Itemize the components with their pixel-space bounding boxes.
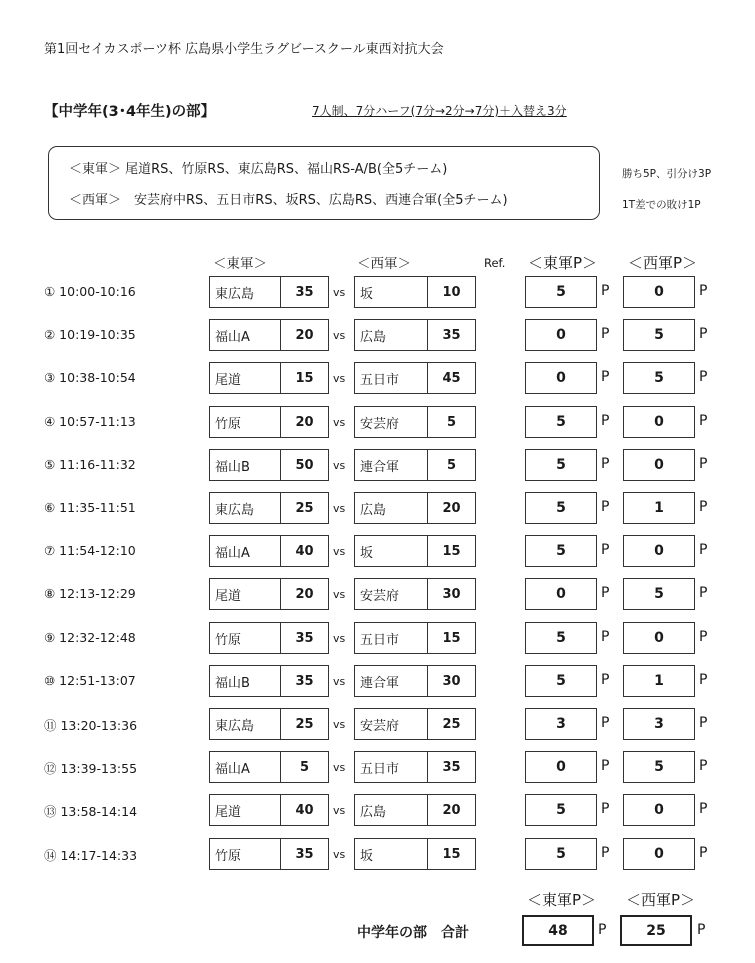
east-points: 5 bbox=[525, 838, 597, 870]
west-points: 0 bbox=[623, 449, 695, 481]
east-points-unit: P bbox=[601, 456, 610, 472]
match-time: ⑪ 13:20-13:36 bbox=[44, 718, 138, 733]
west-score: 20 bbox=[427, 795, 475, 825]
note-close-loss: 1T差での敗け1P bbox=[622, 199, 701, 211]
header-west: ＜西軍＞ bbox=[357, 256, 411, 272]
east-score: 20 bbox=[280, 579, 328, 609]
match-row bbox=[0, 665, 755, 697]
east-team-name: 竹原 bbox=[215, 632, 242, 648]
east-points: 5 bbox=[525, 449, 597, 481]
east-score: 35 bbox=[280, 839, 328, 869]
east-team-cell bbox=[209, 449, 329, 481]
west-score: 25 bbox=[427, 709, 475, 739]
west-points-unit: P bbox=[699, 499, 708, 515]
west-score: 30 bbox=[427, 579, 475, 609]
east-team-name: 尾道 bbox=[215, 804, 242, 820]
west-team-name: 五日市 bbox=[360, 761, 400, 777]
east-team-name: 東広島 bbox=[215, 718, 255, 734]
east-points: 5 bbox=[525, 622, 597, 654]
east-team-name: 東広島 bbox=[215, 502, 255, 518]
east-points-unit: P bbox=[601, 283, 610, 299]
west-team-cell bbox=[354, 665, 476, 697]
match-row bbox=[0, 406, 755, 438]
west-points-unit: P bbox=[699, 542, 708, 558]
west-points: 0 bbox=[623, 838, 695, 870]
east-team-cell bbox=[209, 362, 329, 394]
match-row bbox=[0, 708, 755, 740]
west-points-unit: P bbox=[699, 629, 708, 645]
east-points-unit: P bbox=[601, 758, 610, 774]
east-team-name: 竹原 bbox=[215, 416, 242, 432]
west-score: 30 bbox=[427, 666, 475, 696]
east-score: 5 bbox=[280, 752, 328, 782]
east-points: 5 bbox=[525, 665, 597, 697]
west-points: 3 bbox=[623, 708, 695, 740]
east-team-cell bbox=[209, 751, 329, 783]
east-score: 35 bbox=[280, 666, 328, 696]
east-points-unit: P bbox=[601, 629, 610, 645]
east-points-unit: P bbox=[601, 672, 610, 688]
west-score: 35 bbox=[427, 752, 475, 782]
west-points: 0 bbox=[623, 406, 695, 438]
match-row bbox=[0, 535, 755, 567]
east-points: 0 bbox=[525, 319, 597, 351]
east-points-unit: P bbox=[601, 585, 610, 601]
match-row bbox=[0, 622, 755, 654]
east-team-name: 福山B bbox=[215, 459, 250, 475]
west-points-unit: P bbox=[699, 369, 708, 385]
vs-label: vs bbox=[333, 459, 346, 472]
east-team-cell bbox=[209, 406, 329, 438]
west-points-unit: P bbox=[699, 283, 708, 299]
west-points-unit: P bbox=[699, 585, 708, 601]
document-title: 第1回セイカスポーツ杯 広島県小学生ラグビースクール東西対抗大会 bbox=[44, 42, 444, 57]
vs-label: vs bbox=[333, 588, 346, 601]
east-team-cell bbox=[209, 578, 329, 610]
west-points-unit: P bbox=[699, 758, 708, 774]
west-points: 5 bbox=[623, 362, 695, 394]
match-time: ⑫ 13:39-13:55 bbox=[44, 761, 138, 776]
match-row bbox=[0, 838, 755, 870]
west-team-cell bbox=[354, 708, 476, 740]
match-time: ⑬ 13:58-14:14 bbox=[44, 804, 138, 819]
east-points-unit: P bbox=[601, 326, 610, 342]
east-team-list: ＜東軍＞ 尾道RS、竹原RS、東広島RS、福山RS-A/B(全5チーム) bbox=[69, 162, 448, 177]
rules-text: 7人制、7分ハーフ(7分→2分→7分)＋入替え3分 bbox=[312, 104, 567, 118]
east-points: 0 bbox=[525, 751, 597, 783]
vs-label: vs bbox=[333, 632, 346, 645]
header-east: ＜東軍＞ bbox=[213, 256, 267, 272]
vs-label: vs bbox=[333, 416, 346, 429]
west-points: 0 bbox=[623, 622, 695, 654]
west-team-cell bbox=[354, 406, 476, 438]
vs-label: vs bbox=[333, 545, 346, 558]
west-points: 1 bbox=[623, 492, 695, 524]
east-score: 20 bbox=[280, 407, 328, 437]
match-row bbox=[0, 794, 755, 826]
vs-label: vs bbox=[333, 804, 346, 817]
west-score: 15 bbox=[427, 623, 475, 653]
west-team-cell bbox=[354, 794, 476, 826]
west-team-list: ＜西軍＞ 安芸府中RS、五日市RS、坂RS、広島RS、西連合軍(全5チーム) bbox=[69, 193, 508, 208]
total-west-unit: P bbox=[697, 922, 706, 938]
east-team-cell bbox=[209, 276, 329, 308]
west-team-cell bbox=[354, 319, 476, 351]
west-team-cell bbox=[354, 362, 476, 394]
match-row bbox=[0, 362, 755, 394]
vs-label: vs bbox=[333, 372, 346, 385]
east-team-cell bbox=[209, 838, 329, 870]
match-row bbox=[0, 751, 755, 783]
vs-label: vs bbox=[333, 761, 346, 774]
match-row bbox=[0, 319, 755, 351]
east-team-name: 福山A bbox=[215, 761, 250, 777]
west-team-cell bbox=[354, 276, 476, 308]
vs-label: vs bbox=[333, 675, 346, 688]
west-team-name: 坂 bbox=[360, 848, 374, 864]
east-team-name: 竹原 bbox=[215, 848, 242, 864]
east-team-name: 福山B bbox=[215, 675, 250, 691]
west-team-cell bbox=[354, 492, 476, 524]
west-team-name: 広島 bbox=[360, 502, 387, 518]
west-points: 5 bbox=[623, 751, 695, 783]
match-time: ② 10:19-10:35 bbox=[44, 327, 136, 342]
east-score: 25 bbox=[280, 709, 328, 739]
header-ref: Ref. bbox=[484, 256, 506, 270]
west-points: 0 bbox=[623, 794, 695, 826]
west-points-unit: P bbox=[699, 715, 708, 731]
vs-label: vs bbox=[333, 286, 346, 299]
east-points-unit: P bbox=[601, 845, 610, 861]
west-team-cell bbox=[354, 535, 476, 567]
east-points: 5 bbox=[525, 492, 597, 524]
total-label: 中学年の部 合計 bbox=[357, 925, 469, 941]
east-team-cell bbox=[209, 622, 329, 654]
west-points-unit: P bbox=[699, 326, 708, 342]
east-score: 25 bbox=[280, 493, 328, 523]
match-row bbox=[0, 492, 755, 524]
west-team-name: 広島 bbox=[360, 804, 387, 820]
west-team-cell bbox=[354, 449, 476, 481]
match-time: ③ 10:38-10:54 bbox=[44, 370, 136, 385]
west-points-unit: P bbox=[699, 801, 708, 817]
east-team-cell bbox=[209, 319, 329, 351]
west-points: 0 bbox=[623, 535, 695, 567]
west-team-name: 広島 bbox=[360, 329, 387, 345]
east-score: 35 bbox=[280, 277, 328, 307]
east-points: 5 bbox=[525, 794, 597, 826]
vs-label: vs bbox=[333, 329, 346, 342]
section-title: 【中学年(3･4年生)の部】 bbox=[44, 104, 216, 120]
east-points: 3 bbox=[525, 708, 597, 740]
west-points-unit: P bbox=[699, 845, 708, 861]
west-team-name: 安芸府 bbox=[360, 416, 400, 432]
east-score: 50 bbox=[280, 450, 328, 480]
vs-label: vs bbox=[333, 848, 346, 861]
east-points-unit: P bbox=[601, 413, 610, 429]
west-team-cell bbox=[354, 578, 476, 610]
total-west-points: 25 bbox=[620, 915, 692, 946]
east-score: 35 bbox=[280, 623, 328, 653]
west-points-unit: P bbox=[699, 413, 708, 429]
east-score: 40 bbox=[280, 795, 328, 825]
west-score: 15 bbox=[427, 536, 475, 566]
total-east-points: 48 bbox=[522, 915, 594, 946]
east-points: 0 bbox=[525, 578, 597, 610]
match-time: ⑤ 11:16-11:32 bbox=[44, 457, 136, 472]
west-team-name: 坂 bbox=[360, 286, 374, 302]
west-team-name: 連合軍 bbox=[360, 459, 400, 475]
vs-label: vs bbox=[333, 502, 346, 515]
east-team-cell bbox=[209, 708, 329, 740]
east-score: 15 bbox=[280, 363, 328, 393]
east-team-name: 福山A bbox=[215, 329, 250, 345]
east-team-name: 東広島 bbox=[215, 286, 255, 302]
west-score: 35 bbox=[427, 320, 475, 350]
west-points: 5 bbox=[623, 578, 695, 610]
east-team-cell bbox=[209, 665, 329, 697]
east-team-name: 尾道 bbox=[215, 588, 242, 604]
west-team-name: 五日市 bbox=[360, 632, 400, 648]
match-time: ⑦ 11:54-12:10 bbox=[44, 543, 136, 558]
match-time: ④ 10:57-11:13 bbox=[44, 414, 136, 429]
west-score: 45 bbox=[427, 363, 475, 393]
total-east-header: ＜東軍P＞ bbox=[527, 891, 597, 909]
east-points: 5 bbox=[525, 406, 597, 438]
team-list-box bbox=[48, 146, 600, 220]
header-east-points: ＜東軍P＞ bbox=[528, 254, 598, 272]
west-points-unit: P bbox=[699, 456, 708, 472]
west-score: 5 bbox=[427, 450, 475, 480]
west-points: 0 bbox=[623, 276, 695, 308]
east-points-unit: P bbox=[601, 499, 610, 515]
east-team-cell bbox=[209, 492, 329, 524]
match-row bbox=[0, 449, 755, 481]
east-team-cell bbox=[209, 794, 329, 826]
west-points: 5 bbox=[623, 319, 695, 351]
west-team-name: 連合軍 bbox=[360, 675, 400, 691]
east-team-name: 尾道 bbox=[215, 372, 242, 388]
east-points-unit: P bbox=[601, 369, 610, 385]
east-points: 0 bbox=[525, 362, 597, 394]
match-time: ⑧ 12:13-12:29 bbox=[44, 586, 136, 601]
west-score: 15 bbox=[427, 839, 475, 869]
match-time: ⑭ 14:17-14:33 bbox=[44, 848, 138, 863]
match-time: ⑩ 12:51-13:07 bbox=[44, 673, 136, 688]
east-points-unit: P bbox=[601, 801, 610, 817]
west-team-name: 五日市 bbox=[360, 372, 400, 388]
west-points-unit: P bbox=[699, 672, 708, 688]
west-team-name: 坂 bbox=[360, 545, 374, 561]
match-time: ① 10:00-10:16 bbox=[44, 284, 136, 299]
west-team-name: 安芸府 bbox=[360, 588, 400, 604]
east-points-unit: P bbox=[601, 715, 610, 731]
header-west-points: ＜西軍P＞ bbox=[628, 254, 698, 272]
west-points: 1 bbox=[623, 665, 695, 697]
west-score: 10 bbox=[427, 277, 475, 307]
east-points-unit: P bbox=[601, 542, 610, 558]
match-time: ⑨ 12:32-12:48 bbox=[44, 630, 136, 645]
west-team-cell bbox=[354, 622, 476, 654]
match-row bbox=[0, 276, 755, 308]
west-score: 5 bbox=[427, 407, 475, 437]
west-score: 20 bbox=[427, 493, 475, 523]
match-row bbox=[0, 578, 755, 610]
total-west-header: ＜西軍P＞ bbox=[626, 891, 696, 909]
east-score: 40 bbox=[280, 536, 328, 566]
west-team-cell bbox=[354, 751, 476, 783]
east-team-cell bbox=[209, 535, 329, 567]
west-team-cell bbox=[354, 838, 476, 870]
total-east-unit: P bbox=[598, 922, 607, 938]
east-points: 5 bbox=[525, 535, 597, 567]
match-time: ⑥ 11:35-11:51 bbox=[44, 500, 136, 515]
note-win-draw: 勝ち5P、引分け3P bbox=[622, 168, 712, 180]
west-team-name: 安芸府 bbox=[360, 718, 400, 734]
east-team-name: 福山A bbox=[215, 545, 250, 561]
vs-label: vs bbox=[333, 718, 346, 731]
east-score: 20 bbox=[280, 320, 328, 350]
east-points: 5 bbox=[525, 276, 597, 308]
